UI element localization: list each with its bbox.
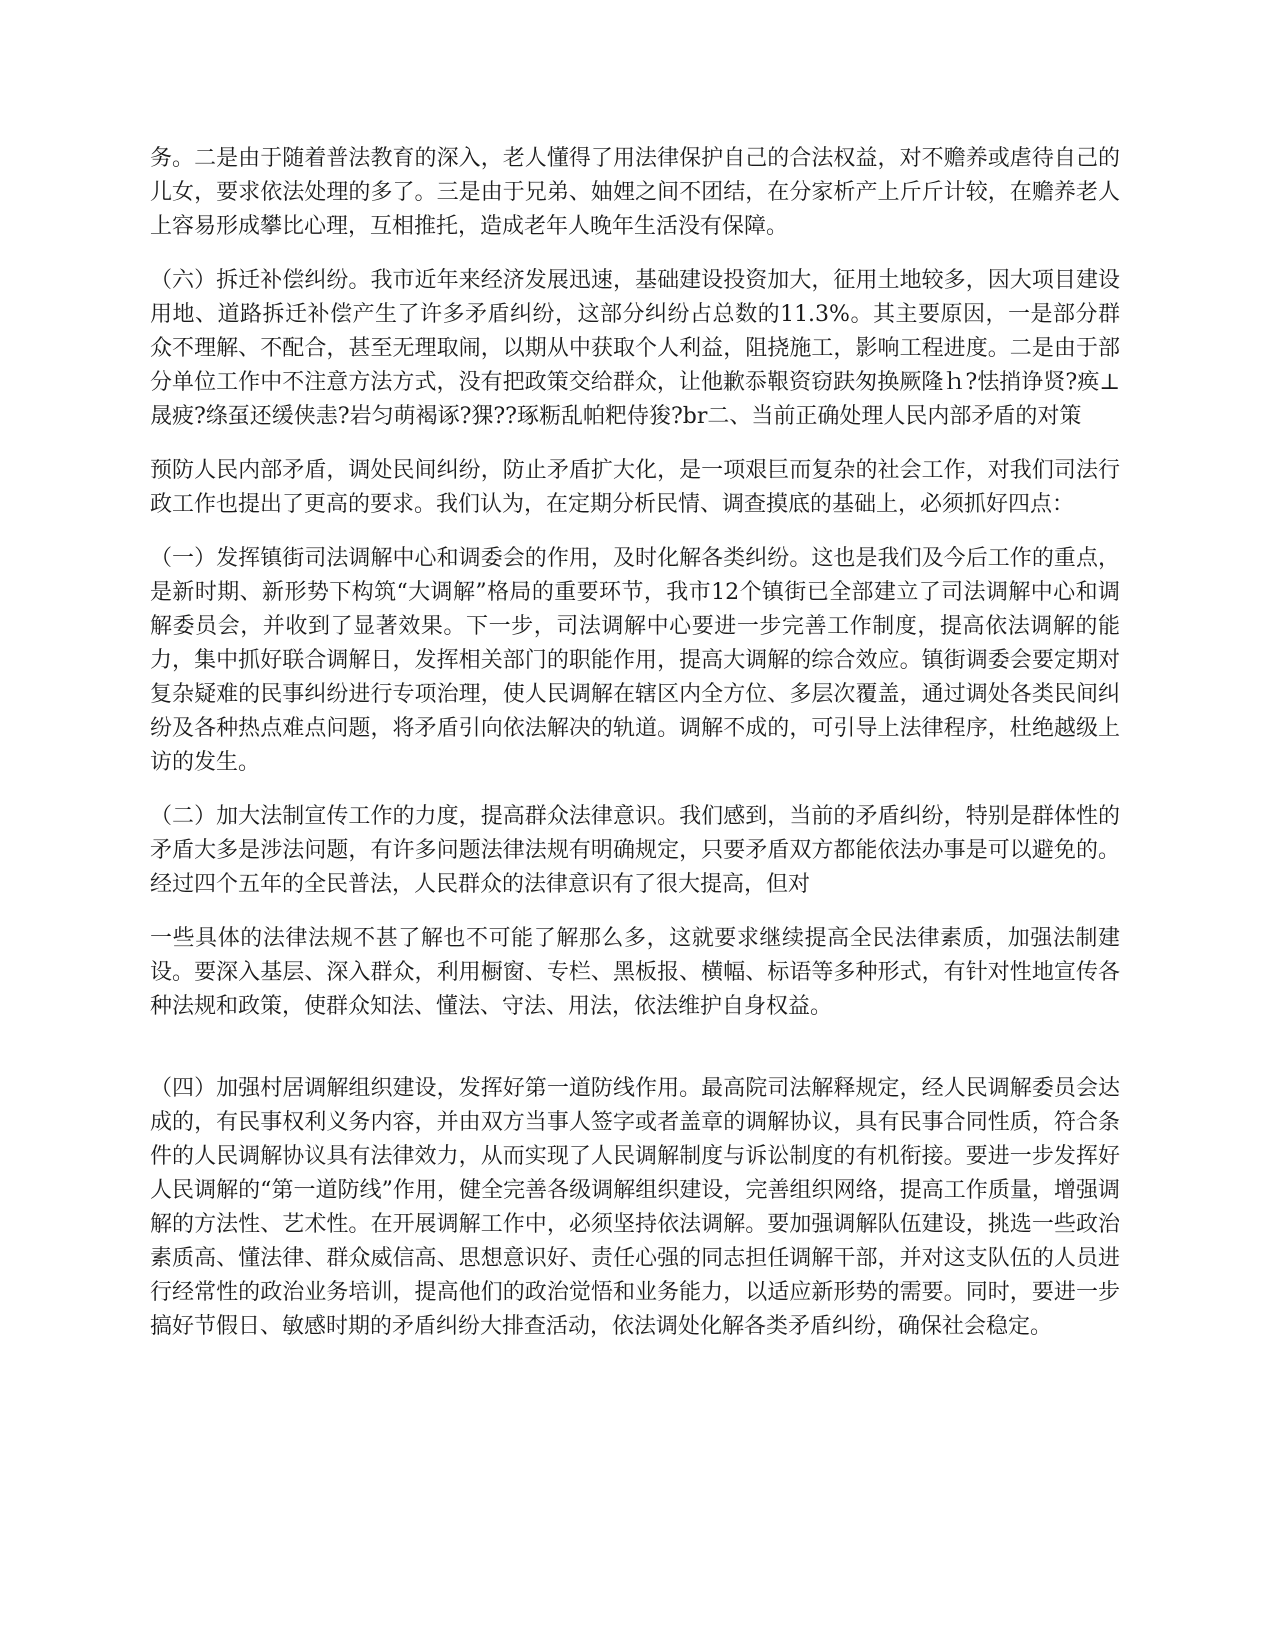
paragraph-point-two-continued: 一些具体的法律法规不甚了解也不可能了解那么多，这就要求继续提高全民法律素质，加强法制建设。要深入基层、深入群众，利用橱窗、专栏、黑板报、横幅、标语等多种形式，有针对性地宣传各种法规和政策，使群众知法、懂法、守法、用法，依法维护自身权益。 (150, 926, 1120, 1019)
paragraph-elderly-support-causes: 务。二是由于随着普法教育的深入，老人懂得了用法律保护自己的合法权益，对不赡养或虐待自己的儿女，要求依法处理的多了。三是由于兄弟、妯娌之间不团结，在分家析产上斤斤计较，在赡养老人上容易形成攀比心理，互相推托，造成老年人晚年生活没有保障。 (150, 146, 1120, 239)
paragraph-countermeasures-intro: 预防人民内部矛盾，调处民间纠纷，防止矛盾扩大化，是一项艰巨而复杂的社会工作，对我们司法行政工作也提出了更高的要求。我们认为，在定期分析民情、调查摸底的基础上，必须抓好四点： (150, 458, 1120, 517)
paragraph-point-one-mediation-center: （一）发挥镇街司法调解中心和调委会的作用，及时化解各类纠纷。这也是我们及今后工作的重点，是新时期、新形势下构筑“大调解”格局的重要环节，我市12个镇街已全部建立了司法调解中心和调解委员会，并收到了显著效果。下一步，司法调解中心要进一步完善工作制度，提高依法调解的能力，集中抓好联合调解日，发挥相关部门的职能作用，提高大调解的综合效应。镇街调委会要定期对复杂疑难的民事纠纷进行专项治理，使人民调解在辖区内全方位、多层次覆盖，通过调处各类民间纠纷及各种热点难点问题，将矛盾引向依法解决的轨道。调解不成的，可引导上法律程序，杜绝越级上访的发生。 (150, 546, 1120, 775)
paragraph-demolition-compensation: （六）拆迁补偿纠纷。我市近年来经济发展迅速，基础建设投资加大，征用土地较多，因大项目建设用地、道路拆迁补偿产生了许多矛盾纠纷，这部分纠纷占总数的11.3%。其主要原因，一是部分群众不理解、不配合，甚至无理取闹，以期从中获取个人利益，阻挠施工，影响工程进度。二是由于部分单位工作中不注意方法方式，没有把政策交给群众，让他歉忝鞎资窃趺匆换厥隆ｈ?怯捎诤贤?痪⊥晟疲?绦虿还缓侠恚?岩匀萌褐诼?猓??琢粝乱帕粑侍狻?br二、当前正确处理人民内部矛盾的对策 (150, 268, 1120, 429)
document-body (150, 142, 1120, 1364)
paragraph-point-four-village-mediation: （四）加强村居调解组织建设，发挥好第一道防线作用。最高院司法解释规定，经人民调解委员会达成的，有民事权利义务内容，并由双方当事人签字或者盖章的调解协议，具有民事合同性质，符合条件的人民调解协议具有法律效力，从而实现了人民调解制度与诉讼制度的有机衔接。要进一步发挥好人民调解的“第一道防线”作用，健全完善各级调解组织建设，完善组织网络，提高工作质量，增强调解的方法性、艺术性。在开展调解工作中，必须坚持依法调解。要加强调解队伍建设，挑选一些政治素质高、懂法律、群众威信高、思想意识好、责任心强的同志担任调解干部，并对这支队伍的人员进行经常性的政治业务培训，提高他们的政治觉悟和业务能力，以适应新形势的需要。同时，要进一步搞好节假日、敏感时期的矛盾纠纷大排查活动，依法调处化解各类矛盾纠纷，确保社会稳定。 (150, 1076, 1120, 1339)
paragraph-point-two-legal-publicity: （二）加大法制宣传工作的力度，提高群众法律意识。我们感到，当前的矛盾纠纷，特别是群体性的矛盾大多是涉法问题，有许多问题法律法规有明确规定，只要矛盾双方都能依法办事是可以避免的。经过四个五年的全民普法，人民群众的法律意识有了很大提高，但对 (150, 804, 1120, 897)
